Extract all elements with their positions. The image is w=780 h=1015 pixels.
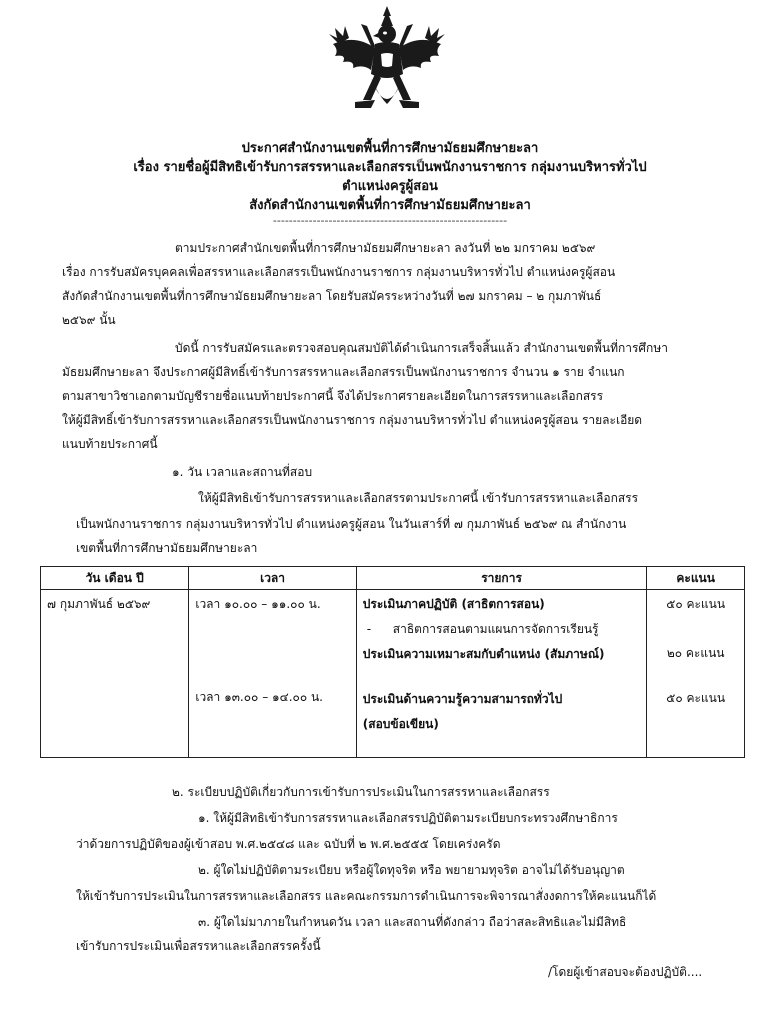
section1-line2: เป็นพนักงานราชการ กลุ่มงานบริหารทั่วไป ตำแหน่งครูผู้สอน ในวันเสาร์ที่ ๗ กุมภาพันธ์ ๒๕๖๙ ณ สำนักงาน xyxy=(76,517,627,531)
score-cell xyxy=(647,590,745,758)
para1-line4: ๒๕๖๙ นั้น xyxy=(62,313,116,327)
para2-line1: บัดนี้ การรับสมัครและตรวจสอบคุณสมบัติได้ดำเนินการเสร็จสิ้นแล้ว สำนักงานเขตพื้นที่การศึกษา xyxy=(175,341,668,355)
rule3-rest: เข้ารับการประเมินเพื่อสรรหาและเลือกสรรครั้งนี้ xyxy=(76,939,321,953)
exam-schedule-table xyxy=(40,566,745,758)
item-cell xyxy=(356,590,647,758)
para1-line3: สังกัดสำนักงานเขตพื้นที่การศึกษามัธยมศึกษายะลา โดยรับสมัครระหว่างวันที่ ๒๗ มกราคม – ๒ กุมภาพันธ์ xyxy=(62,289,602,303)
time-slot-morning: เวลา ๑๐.๐๐ – ๑๑.๐๐ น. xyxy=(195,597,321,611)
section1-line3: เขตพื้นที่การศึกษามัธยมศึกษายะลา xyxy=(76,541,258,555)
garuda-emblem-icon xyxy=(325,4,449,120)
para2-line3: ตามสาขาวิชาเอกตามบัญชีรายชื่อแนบท้ายประกาศนี้ จึงได้ประกาศรายละเอียดในการสรรหาและเลือกสรร xyxy=(62,389,604,403)
rule2-first: ๒. ผู้ใดไม่ปฏิบัติตามระเบียบ หรือผู้ใดทุจริต หรือ พยายามทุจริต อาจไม่ได้รับอนุญาต xyxy=(198,863,625,877)
section1-title: ๑. วัน เวลาและสถานที่สอบ xyxy=(172,465,313,479)
time-cell xyxy=(189,590,356,758)
rule1-rest: ว่าด้วยการปฏิบัติของผู้เข้าสอบ พ.ศ.๒๕๔๘ และ ฉบับที่ ๒ พ.ศ.๒๕๕๕ โดยเคร่งครัด xyxy=(76,837,501,851)
para2-line4: ให้ผู้มีสิทธิ์เข้ารับการสรรหาและเลือกสรรเป็นพนักงานราชการ กลุ่มงานบริหารทั่วไป ตำแหน่งครูผู้สอน รายละเอียด xyxy=(62,413,643,427)
rule1-first: ๑. ให้ผู้มีสิทธิเข้ารับการสรรหาและเลือกสรรปฏิบัติตามระเบียบกระทรวงศึกษาธิการ xyxy=(198,811,618,825)
item-written-exam-note: (สอบข้อเขียน) xyxy=(362,717,439,731)
item-practical: ประเมินภาคปฏิบัติ (สาธิตการสอน) xyxy=(362,597,545,611)
rule2-rest: ให้เข้ารับการประเมินในการสรรหาและเลือกสรร และคณะกรรมการดำเนินการจะพิจารณาสั่งงดการให้คะแนนก็ได้ xyxy=(76,889,657,903)
para2-line2: มัธยมศึกษายะลา จึงประกาศผู้มีสิทธิ์เข้ารับการสรรหาและเลือกสรรเป็นพนักงานราชการ จำนวน ๑ ราย จำแนก xyxy=(62,365,625,379)
table-header-row xyxy=(41,567,745,590)
item-practical-sub-text: สาธิตการสอนตามแผนการจัดการเรียนรู้ xyxy=(392,622,599,636)
para1-line1: ตามประกาศสำนักเขตพื้นที่การศึกษามัธยมศึกษายะลา ลงวันที่ ๒๒ มกราคม ๒๕๖๙ xyxy=(175,241,596,255)
table-row xyxy=(41,590,745,758)
col-header-date: วัน เดือน ปี xyxy=(41,567,189,590)
exam-date: ๗ กุมภาพันธ์ ๒๕๖๙ xyxy=(47,597,151,611)
continuation-note: /โดยผู้เข้าสอบจะต้องปฏิบัติ.... xyxy=(548,965,703,979)
announcement-subject: เรื่อง รายชื่อผู้มีสิทธิเข้ารับการสรรหาและเลือกสรรเป็นพนักงานราชการ กลุ่มงานบริหารทั่วไป xyxy=(133,160,647,175)
time-slot-afternoon: เวลา ๑๓.๐๐ – ๑๔.๐๐ น. xyxy=(195,690,323,704)
score-interview: ๒๐ คะแนน xyxy=(666,646,725,660)
item-interview: ประเมินความเหมาะสมกับตำแหน่ง (สัมภาษณ์) xyxy=(362,647,605,661)
score-practical: ๕๐ คะแนน xyxy=(666,597,726,611)
col-header-time: เวลา xyxy=(189,567,356,590)
rule3-first: ๓. ผู้ใดไม่มาภายในกำหนดวัน เวลา และสถานที่ดังกล่าว ถือว่าสละสิทธิและไม่มีสิทธิ xyxy=(198,915,627,929)
col-header-item: รายการ xyxy=(356,567,647,590)
section2-title: ๒. ระเบียบปฏิบัติเกี่ยวกับการเข้ารับการประเมินในการสรรหาและเลือกสรร xyxy=(172,785,550,799)
score-written: ๕๐ คะแนน xyxy=(666,691,726,705)
para2-line5: แนบท้ายประกาศนี้ xyxy=(62,437,158,451)
sub-bullet: - xyxy=(366,622,372,636)
header-divider: ----------------------------------------------------------- xyxy=(272,214,508,227)
section1-line1: ให้ผู้มีสิทธิเข้ารับการสรรหาและเลือกสรรตามประกาศนี้ เข้ารับการสรรหาและเลือกสรร xyxy=(198,491,639,505)
para1-line2: เรื่อง การรับสมัครบุคคลเพื่อสรรหาและเลือกสรรเป็นพนักงานราชการ กลุ่มงานบริหารทั่วไป ตำแหน่งครูผู้สอน xyxy=(62,265,616,279)
item-written-exam: ประเมินด้านความรู้ความสามารถทั่วไป xyxy=(362,692,563,706)
item-practical-sub xyxy=(363,617,641,642)
announcement-title: ประกาศสำนักงานเขตพื้นที่การศึกษามัธยมศึกษายะลา xyxy=(241,141,539,156)
col-header-score: คะแนน xyxy=(647,567,745,590)
position-title: ตำแหน่งครูผู้สอน xyxy=(342,179,438,194)
agency-line: สังกัดสำนักงานเขตพื้นที่การศึกษามัธยมศึกษายะลา xyxy=(249,198,531,213)
date-cell xyxy=(41,590,189,758)
